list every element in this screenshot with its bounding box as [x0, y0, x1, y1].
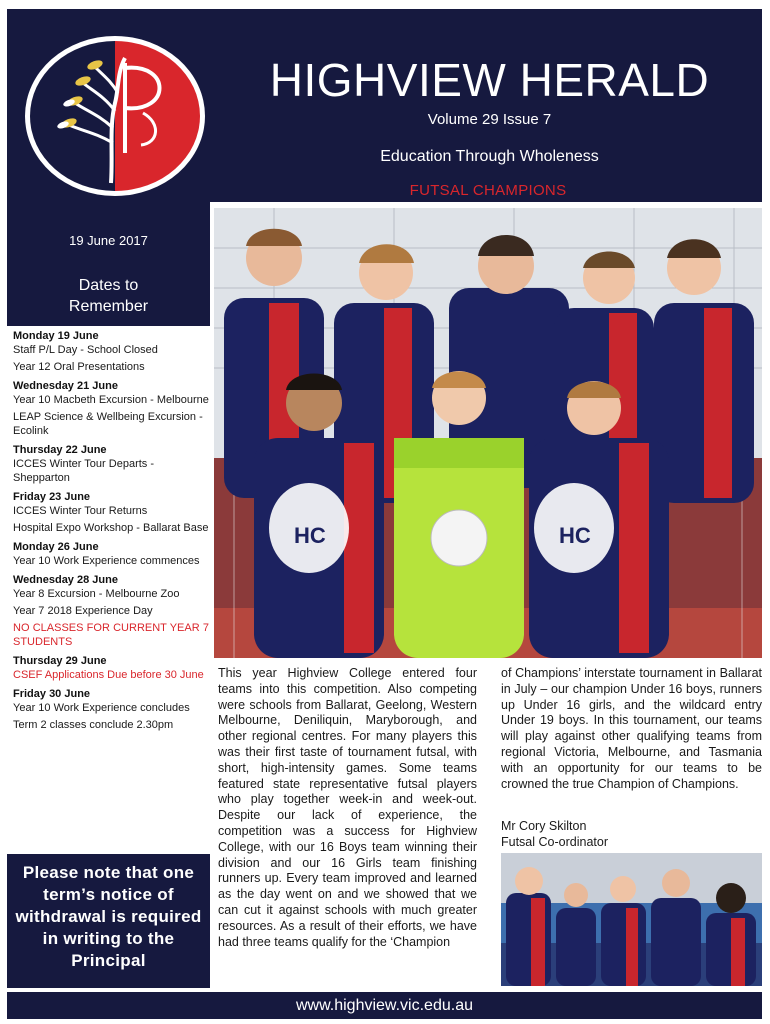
event-item: Hospital Expo Workshop - Ballarat Base [13, 522, 209, 534]
author-role: Futsal Co-ordinator [501, 835, 608, 849]
footer-website[interactable] [7, 992, 762, 1019]
school-crest-logo [21, 33, 209, 199]
match-photo [501, 853, 762, 986]
withdrawal-notice: Please note that one term’s notice of withdrawal is required in writing to the Principal [7, 854, 210, 988]
event-item: Year 10 Work Experience concludes [13, 702, 190, 714]
event-day: Thursday 29 June [13, 655, 107, 667]
dates-title-line-1: Dates to [78, 277, 139, 294]
event-item: Year 10 Macbeth Excursion - Melbourne [13, 394, 209, 406]
event-item: Year 8 Excursion - Melbourne Zoo [13, 588, 180, 600]
sidebar [7, 202, 210, 988]
event-item: Year 12 Oral Presentations [13, 361, 145, 373]
svg-text:HC: HC [559, 523, 591, 548]
dates-to-remember-title [7, 275, 210, 317]
event-day: Wednesday 21 June [13, 380, 118, 392]
event-group [13, 443, 209, 485]
svg-text:HC: HC [294, 523, 326, 548]
newsletter-title: HIGHVIEW HERALD [269, 54, 710, 106]
article-column-2: of Champions’ interstate tournament in Ballarat in July – our champion Under 16 boys, runners up Under 16 girls, and the wildcard entry Under 19 boys. In this tournament, our teams will play against other qualifying teams from regional Victoria, Melbourne, and Tasmania with an opportunity for our teams to be crowned the true Champion of Champions. [501, 666, 762, 791]
event-day: Monday 26 June [13, 541, 99, 553]
event-group [13, 379, 209, 438]
event-day: Wednesday 28 June [13, 574, 118, 586]
event-day: Monday 19 June [13, 330, 99, 342]
event-alert: NO CLASSES FOR CURRENT YEAR 7 STUDENTS [13, 622, 209, 648]
article-heading: FUTSAL CHAMPIONS [409, 182, 567, 199]
event-day: Friday 23 June [13, 491, 91, 503]
event-group [13, 687, 209, 732]
event-alert: CSEF Applications Due before 30 June [13, 669, 204, 681]
author-name: Mr Cory Skilton [501, 819, 587, 833]
school-motto: Education Through Wholeness [380, 148, 599, 165]
events-list [13, 329, 209, 737]
issue-date: 19 June 2017 [69, 233, 148, 248]
event-group [13, 573, 209, 649]
website-link[interactable]: www.highview.vic.edu.au [296, 997, 473, 1014]
article-column-1: This year Highview College entered four teams into this competition. Also competing were schools from Ballarat, Geelong, Western Melbourne, Deniliquin, Maryborough, and other regional centres. For many players this was their first taste of tournament futsal, with short, high-intensity games. Some teams featured state representative futsal players who play together week-in and week-out. Despite our lack of experience, the competition was a success for Highview College, with our 16 Boys team winning their division and our 16 Girls team finishing runners up. Every team improved and learned as the day went on and we showed that we can cut it against schools with much greater resources. As a result of their efforts, we have had three teams qualify for the ‘Champion [218, 666, 477, 949]
volume-issue: Volume 29 Issue 7 [427, 111, 552, 128]
event-item: ICCES Winter Tour Returns [13, 505, 148, 517]
event-item: ICCES Winter Tour Departs - Shepparton [13, 458, 155, 484]
event-group [13, 654, 209, 682]
event-item: Year 10 Work Experience commences [13, 555, 200, 567]
event-item: Year 7 2018 Experience Day [13, 605, 153, 617]
event-group [13, 540, 209, 568]
team-photo [214, 208, 762, 658]
author-signature [501, 818, 608, 850]
sidebar-header [7, 202, 210, 326]
event-day: Thursday 22 June [13, 444, 107, 456]
event-group [13, 490, 209, 535]
event-day: Friday 30 June [13, 688, 91, 700]
event-item: Staff P/L Day - School Closed [13, 344, 158, 356]
event-item: Term 2 classes conclude 2.30pm [13, 719, 174, 731]
event-group [13, 329, 209, 374]
masthead [7, 9, 762, 202]
event-item: LEAP Science & Wellbeing Excursion - Ecolink [13, 411, 203, 437]
dates-title-line-2: Remember [68, 298, 149, 315]
